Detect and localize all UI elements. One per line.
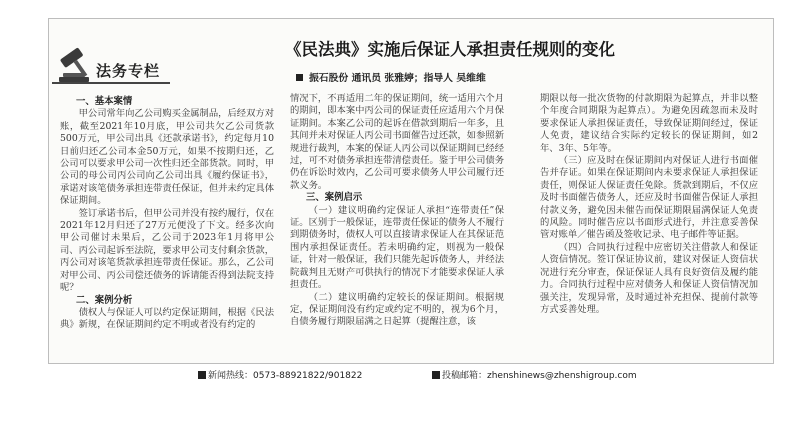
email-text[interactable]: 投稿邮箱：zhenshinews@zhenshigroup.com — [442, 371, 637, 381]
bullet-square-icon — [198, 371, 206, 379]
section-heading-analysis: 二、案例分析 — [76, 294, 133, 306]
byline — [296, 70, 486, 84]
column-name: 法务专栏 — [96, 62, 161, 80]
news-hotline — [198, 368, 362, 381]
hotline-text: 新闻热线：0573-88921822/901822 — [208, 371, 363, 381]
paragraph: （二）建议明确约定较长的保证期间。根据规定，保证期间没有约定或约定不明的，视为6个月，自债务履行期限届满之日起算（提醒注意，该 — [290, 291, 504, 328]
article-column-2 — [290, 93, 504, 329]
byline-text: 振石股份 通讯员 张雅婷；指导人 吴维维 — [309, 73, 486, 84]
article-column-1 — [60, 96, 274, 332]
paragraph: 期限以每一批次货物的付款期限为起算点，并非以整个年度合同期限为起算点）。为避免因疏忽而未及时要求保证人承担保证责任，导致保证期间经过，保证人免责，建议结合实际约定较长的保证期间，如2年、3年、5年等。 — [540, 93, 758, 154]
paragraph: 甲公司常年向乙公司购买金属制品，后经双方对账，截至2021年10月底，甲公司共欠乙公司货款500万元，甲公司出具《还款承诺书》，约定每月10日前归还乙公司本金50万元，如果不按期归还，乙公司可以要求甲公司一次性归还全部货款。同时，甲公司的母公司丙公司向乙公司出具《履约保证书》，承诺对该笔债务承担连带责任保证，但并未约定具体保证期间。 — [60, 108, 274, 207]
submission-email[interactable] — [432, 368, 637, 381]
footer — [0, 368, 800, 380]
article-column-3 — [540, 93, 758, 316]
paragraph: 情况下，不再适用二年的保证期间，统一适用六个月的期间，即本案中丙公司的保证责任应适用六个月保证期间。本案乙公司的起诉在借款到期后一年多，且其间并未对保证人丙公司书面催告过还款，如参照新规进行裁判，本案的保证人丙公司以保证期间已经经过，可不对债务承担连带清偿责任。鉴于甲公司债务仍在诉讼时效内，乙公司可要求债务人甲公司履行还款义务。 — [290, 93, 504, 191]
column-divider — [52, 82, 170, 84]
bullet-square-icon — [432, 371, 440, 379]
paragraph: （四）合同执行过程中应密切关注借款人和保证人资信情况。签订保证协议前，建议对保证人资信状况进行充分审查，保证保证人具有良好资信及履约能力。合同执行过程中应对债务人和保证人资信情况加强关注，发现异常，及时通过补充担保、提前付款等方式妥善处理。 — [540, 241, 758, 315]
headline: 《民法典》实施后保证人承担责任规则的变化 — [285, 40, 615, 59]
paragraph: （三）应及时在保证期间内对保证人进行书面催告并存证。如果在保证期间内未要求保证人承担保证责任，则保证人保证责任免除。货款到期后，不仅应及时书面催告债务人，还应及时书面催告保证人承担付款义务，避免因未催告而保证期限届满保证人免责的风险。同时催告应以书面形式进行，并注意妥善保管对账单／催告函及签收记录、电子邮件等证据。 — [540, 155, 758, 241]
paragraph: 债权人与保证人可以约定保证期间，根据《民法典》新规，在保证期间约定不明或者没有约定的 — [60, 306, 274, 331]
bullet-square-icon — [296, 74, 303, 81]
section-heading-insights: 三、案例启示 — [306, 192, 363, 204]
section-heading-case: 一、基本案情 — [76, 96, 133, 107]
gavel-icon — [55, 44, 99, 84]
paragraph: （一）建议明确约定保证人承担“连带责任”保证。区别于一般保证，连带责任保证的债务人不履行到期债务时，债权人可以直接请求保证人在其保证范围内承担保证责任。若未明确约定，则视为一般保证，针对一般保证，我们只能先起诉债务人，并经法院裁判且无财产可供执行的情况下才能要求保证人承担责任。 — [290, 204, 504, 291]
paragraph: 签订承诺书后，但甲公司并没有按约履行，仅在2021年12月归还了27万元便没了下文。经多次向甲公司催讨未果后，乙公司于2023年1月将甲公司、丙公司起诉至法院，要求甲公司支付剩余货款，丙公司对该笔货款承担连带责任保证。那么，乙公司对甲公司、丙公司偿还债务的诉请能否得到法院支持呢？ — [60, 207, 274, 294]
